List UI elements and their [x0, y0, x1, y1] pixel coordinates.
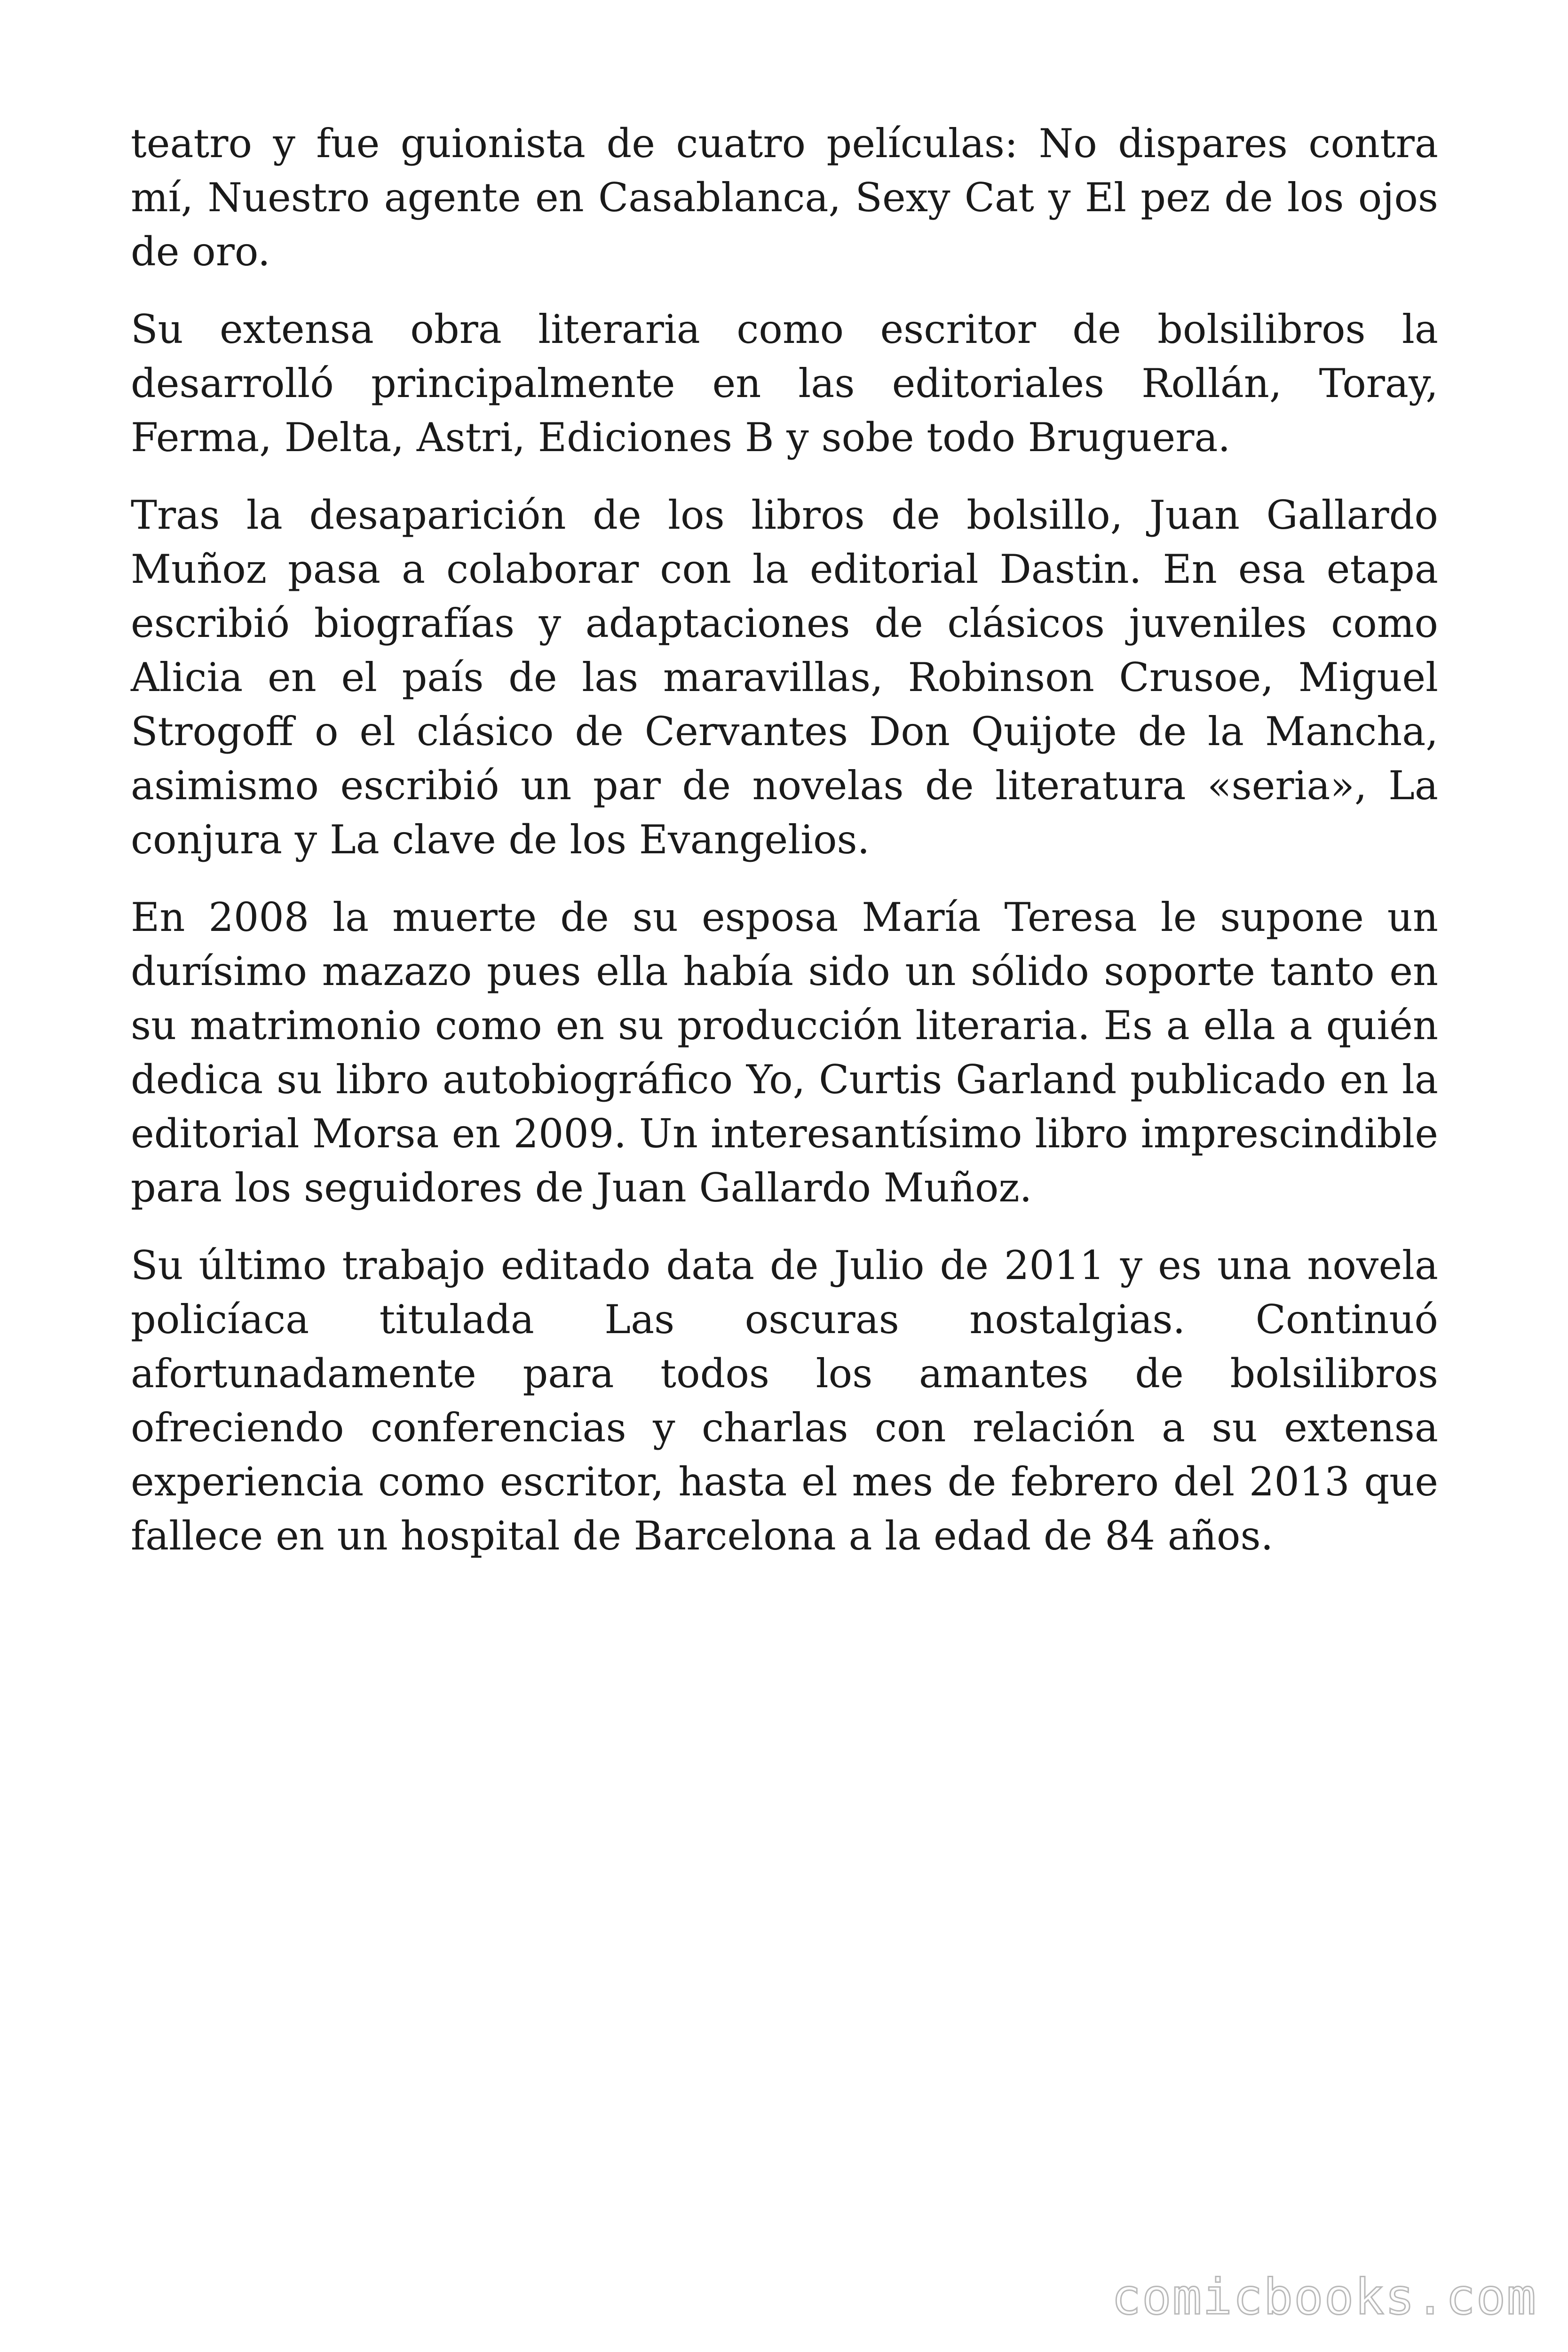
watermark-text: comicbooks.com: [1111, 2268, 1537, 2326]
paragraph-4: En 2008 la muerte de su esposa María Teresa le supone un durísimo mazazo pues ella había sido un sólido soporte tanto en su matrimonio como en su producción literaria. Es a ella a quién dedica su libro autobiográfico Yo, Curtis Garland publicado en la editorial Morsa en 2009. Un interesantísimo libro imprescindible para los seguidores de Juan Gallardo Muñoz.: [131, 894, 1438, 1211]
paragraph-2: Su extensa obra literaria como escritor de bolsilibros la desarrolló principalmente en las editoriales Rollán, Toray, Ferma, Delta, Astri, Ediciones B y sobe todo Bruguera.: [131, 306, 1438, 461]
paragraph-1: teatro y fue guionista de cuatro películas: No dispares contra mí, Nuestro agente en Casablanca, Sexy Cat y El pez de los ojos de oro.: [131, 120, 1438, 275]
body-text: [131, 117, 1438, 1587]
paragraph-3: Tras la desaparición de los libros de bolsillo, Juan Gallardo Muñoz pasa a colaborar con la editorial Dastin. En esa etapa escribió biografías y adaptaciones de clásicos juveniles como Alicia en el país de las maravillas, Robinson Crusoe, Miguel Strogoff o el clásico de Cervantes Don Quijote de la Mancha, asimismo escribió un par de novelas de literatura «seria», La conjura y La clave de los Evangelios.: [131, 492, 1438, 863]
paragraph-5: Su último trabajo editado data de Julio de 2011 y es una novela policíaca titulada Las oscuras nostalgias. Continuó afortunadamente para todos los amantes de bolsilibros ofreciendo conferencias y charlas con relación a su extensa experiencia como escritor, hasta el mes de febrero del 2013 que fallece en un hospital de Barcelona a la edad de 84 años.: [131, 1242, 1438, 1559]
